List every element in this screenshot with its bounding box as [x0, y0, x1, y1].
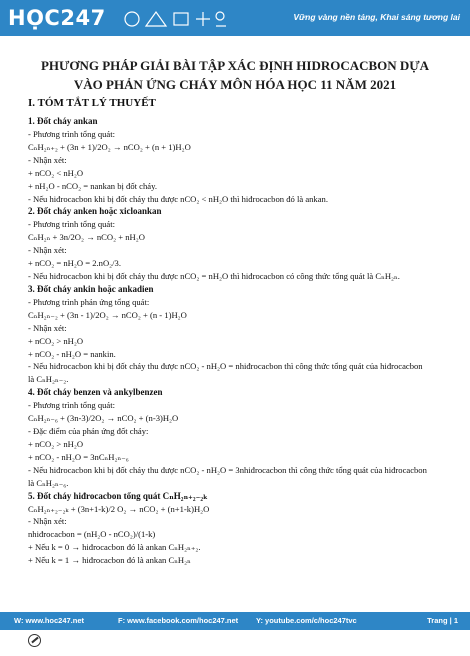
body-line: + nCO₂ = nH₂O = 2.nO₂/3.: [28, 258, 121, 269]
subsection-heading: 5. Đốt cháy hiđrocacbon tổng quát CₙH₂ₙ₊₂₋₂ₖ: [28, 490, 208, 501]
body-line: + nH₂O - nCO₂ = nankan bị đốt cháy.: [28, 180, 157, 191]
body-line: - Nếu hiđrocacbon khi bị đốt cháy thu được nCO₂ < nH₂O thì hiđrocacbon đó là ankan.: [28, 193, 328, 204]
body-line: - Phương trình tổng quát:: [28, 219, 116, 230]
body-line: - Phương trình tổng quát:: [28, 400, 116, 411]
subsection-heading: 4. Đốt cháy benzen và ankylbenzen: [28, 387, 163, 398]
footer-youtube-link[interactable]: Y: youtube.com/c/hoc247tvc: [256, 616, 357, 625]
body-line: CₙH₂ₙ₊₂ + (3n + 1)/2O₂ → nCO₂ + (n + 1)H₂O: [28, 141, 191, 152]
title-line-1: PHƯƠNG PHÁP GIẢI BÀI TẬP XÁC ĐỊNH HIDROCACBON DỰA: [40, 58, 430, 73]
body-line: + Nếu k = 0 → hiđrocacbon đó là ankan CₙH₂ₙ₊₂.: [28, 542, 201, 553]
page-footer: [0, 612, 470, 630]
body-line: CₙH₂ₙ₋₆ + (3n-3)/2O₂ → nCO₂ + (n-3)H₂O: [28, 413, 179, 424]
body-line: + nCO₂ < nH₂O: [28, 167, 84, 178]
subsection-heading: 3. Đốt cháy ankin hoặc ankadien: [28, 283, 154, 294]
page-header: [0, 0, 470, 36]
body-line: + nCO₂ > nH₂O: [28, 335, 84, 346]
body-line: + Nếu k = 1 → hiđrocacbon đó là ankan CₙH₂ₙ: [28, 555, 191, 566]
logo-text: HỌC247: [8, 6, 106, 30]
subsection-heading: 1. Đốt cháy ankan: [28, 116, 98, 126]
document-title: [24, 56, 446, 94]
footer-website-link[interactable]: W: www.hoc247.net: [14, 616, 85, 625]
body-line: - Nếu hiđrocacbon khi bị đốt cháy thu được nCO₂ - nH₂O = nhiđrocacbon thì công thức tổng quát của hiđrocacbon: [28, 361, 423, 372]
body-line: - Nếu hiđrocacbon khi bị đốt cháy thu được nCO₂ - nH₂O = 3nhiđrocacbon thì công thức tổng quát của hiđrocacbon: [28, 464, 427, 475]
body-line: CₙH₂ₙ₊₂₋₂ₖ + (3n+1-k)/2 O₂ → nCO₂ + (n+1-k)H₂O: [28, 503, 210, 514]
body-line: nhiđrocacbon = (nH₂O - nCO₂)/(1-k): [28, 529, 156, 540]
body-line: CₙH₂ₙ + 3n/2O₂ → nCO₂ + nH₂O: [28, 232, 145, 243]
body-line: + nCO₂ > nH₂O: [28, 438, 84, 449]
subsection-heading: 2. Đốt cháy anken hoặc xicloankan: [28, 206, 162, 217]
body-line: + nCO₂ - nH₂O = 3nCₙH₂ₙ₋₆: [28, 451, 129, 462]
title-line-2: VÀO PHẢN ỨNG CHÁY MÔN HÓA HỌC 11 NĂM 2021: [73, 77, 397, 92]
body-line: là CₙH₂ₙ₋₆.: [28, 477, 69, 488]
decorative-doodles-icon: [122, 6, 232, 32]
body-line: - Phương trình phản ứng tổng quát:: [28, 296, 150, 307]
section-heading: I. TÓM TẮT LÝ THUYẾT: [28, 97, 156, 109]
logo: [8, 4, 106, 32]
body-line: - Phương trình tổng quát:: [28, 129, 116, 139]
pencil-icon: [28, 634, 41, 647]
footer-facebook-link[interactable]: F: www.facebook.com/hoc247.net: [118, 616, 239, 625]
body-line: CₙH₂ₙ₋₂ + (3n - 1)/2O₂ → nCO₂ + (n - 1)H₂O: [28, 309, 187, 320]
body-line: - Đặc điểm của phản ứng đốt cháy:: [28, 426, 149, 436]
body-line: - Nhận xét:: [28, 322, 67, 333]
body-line: là CₙH₂ₙ₋₂.: [28, 374, 69, 385]
page-number: Trang | 1: [427, 616, 458, 625]
body-line: - Nhận xét:: [28, 154, 67, 165]
tagline: Vững vàng nền tảng, Khai sáng tương lai: [293, 12, 460, 22]
body-line: - Nếu hiđrocacbon khi bị đốt cháy thu được nCO₂ = nH₂O thì hiđrocacbon có công thức tổng quát là CₙH₂ₙ.: [28, 271, 400, 281]
body-line: - Nhận xét:: [28, 516, 67, 527]
body-line: + nCO₂ - nH₂O = nankin.: [28, 348, 116, 359]
body-line: - Nhận xét:: [28, 245, 67, 256]
